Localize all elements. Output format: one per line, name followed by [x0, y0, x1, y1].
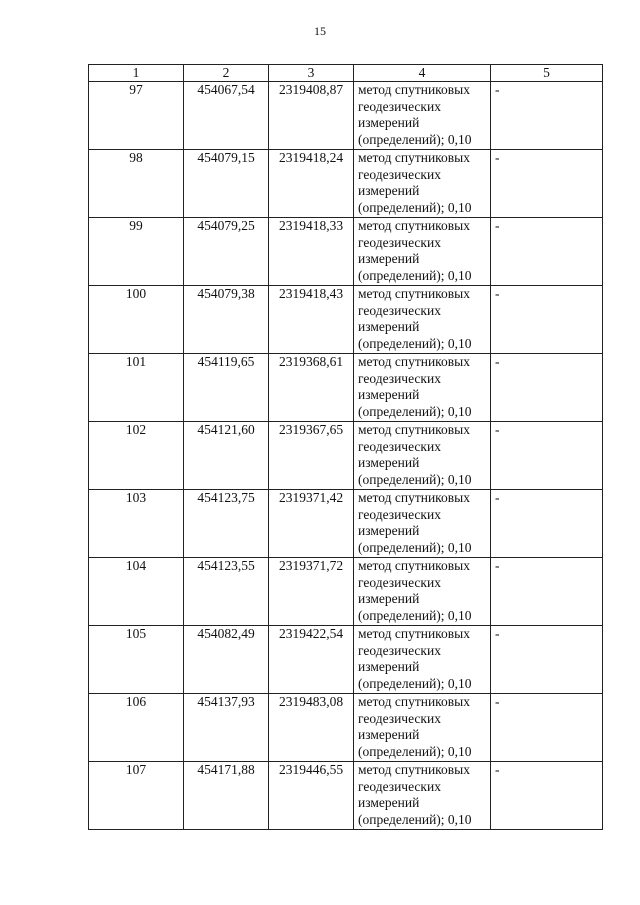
table-header: [89, 65, 603, 82]
point-number: 102: [89, 422, 184, 490]
coordinate-x: 454067,54: [184, 82, 269, 150]
table-body: [89, 82, 603, 830]
table-row: [89, 490, 603, 558]
point-number: 98: [89, 150, 184, 218]
header-col-3: 3: [269, 65, 354, 82]
note: -: [491, 762, 603, 830]
note: -: [491, 286, 603, 354]
coordinate-y: 2319418,33: [269, 218, 354, 286]
coordinate-x: 454079,38: [184, 286, 269, 354]
note: -: [491, 354, 603, 422]
page-number: 15: [314, 24, 326, 38]
coordinate-y: 2319422,54: [269, 626, 354, 694]
coordinate-y: 2319418,24: [269, 150, 354, 218]
header-row: [89, 65, 603, 82]
coordinate-y: 2319371,42: [269, 490, 354, 558]
coordinate-x: 454119,65: [184, 354, 269, 422]
coordinate-x: 454171,88: [184, 762, 269, 830]
header-col-2: 2: [184, 65, 269, 82]
method-description: метод спутниковых геодезических измерений (определений); 0,10: [354, 558, 491, 626]
coordinate-y: 2319418,43: [269, 286, 354, 354]
note: -: [491, 490, 603, 558]
coordinate-y: 2319446,55: [269, 762, 354, 830]
method-description: метод спутниковых геодезических измерений (определений); 0,10: [354, 218, 491, 286]
point-number: 101: [89, 354, 184, 422]
coordinate-x: 454079,15: [184, 150, 269, 218]
method-description: метод спутниковых геодезических измерений (определений); 0,10: [354, 286, 491, 354]
coordinate-y: 2319368,61: [269, 354, 354, 422]
note: -: [491, 218, 603, 286]
method-description: метод спутниковых геодезических измерений (определений); 0,10: [354, 762, 491, 830]
header-col-5: 5: [491, 65, 603, 82]
point-number: 97: [89, 82, 184, 150]
note: -: [491, 694, 603, 762]
note: -: [491, 558, 603, 626]
coordinate-x: 454079,25: [184, 218, 269, 286]
table-row: [89, 558, 603, 626]
method-description: метод спутниковых геодезических измерений (определений); 0,10: [354, 82, 491, 150]
point-number: 106: [89, 694, 184, 762]
method-description: метод спутниковых геодезических измерений (определений); 0,10: [354, 694, 491, 762]
table-row: [89, 82, 603, 150]
method-description: метод спутниковых геодезических измерений (определений); 0,10: [354, 626, 491, 694]
table-row: [89, 422, 603, 490]
header-col-1: 1: [89, 65, 184, 82]
table-row: [89, 150, 603, 218]
coordinate-y: 2319367,65: [269, 422, 354, 490]
coordinates-table: [88, 64, 603, 830]
point-number: 104: [89, 558, 184, 626]
point-number: 107: [89, 762, 184, 830]
point-number: 103: [89, 490, 184, 558]
coordinate-y: 2319408,87: [269, 82, 354, 150]
method-description: метод спутниковых геодезических измерений (определений); 0,10: [354, 422, 491, 490]
point-number: 100: [89, 286, 184, 354]
table-row: [89, 218, 603, 286]
coordinate-x: 454082,49: [184, 626, 269, 694]
point-number: 99: [89, 218, 184, 286]
note: -: [491, 626, 603, 694]
table-row: [89, 354, 603, 422]
table-row: [89, 626, 603, 694]
note: -: [491, 82, 603, 150]
header-col-4: 4: [354, 65, 491, 82]
coordinate-x: 454121,60: [184, 422, 269, 490]
coordinate-y: 2319371,72: [269, 558, 354, 626]
point-number: 105: [89, 626, 184, 694]
coordinate-y: 2319483,08: [269, 694, 354, 762]
coordinate-x: 454123,75: [184, 490, 269, 558]
method-description: метод спутниковых геодезических измерений (определений); 0,10: [354, 150, 491, 218]
table-row: [89, 286, 603, 354]
coordinate-x: 454137,93: [184, 694, 269, 762]
note: -: [491, 150, 603, 218]
table-row: [89, 762, 603, 830]
method-description: метод спутниковых геодезических измерений (определений); 0,10: [354, 490, 491, 558]
note: -: [491, 422, 603, 490]
method-description: метод спутниковых геодезических измерений (определений); 0,10: [354, 354, 491, 422]
coordinate-x: 454123,55: [184, 558, 269, 626]
table-row: [89, 694, 603, 762]
